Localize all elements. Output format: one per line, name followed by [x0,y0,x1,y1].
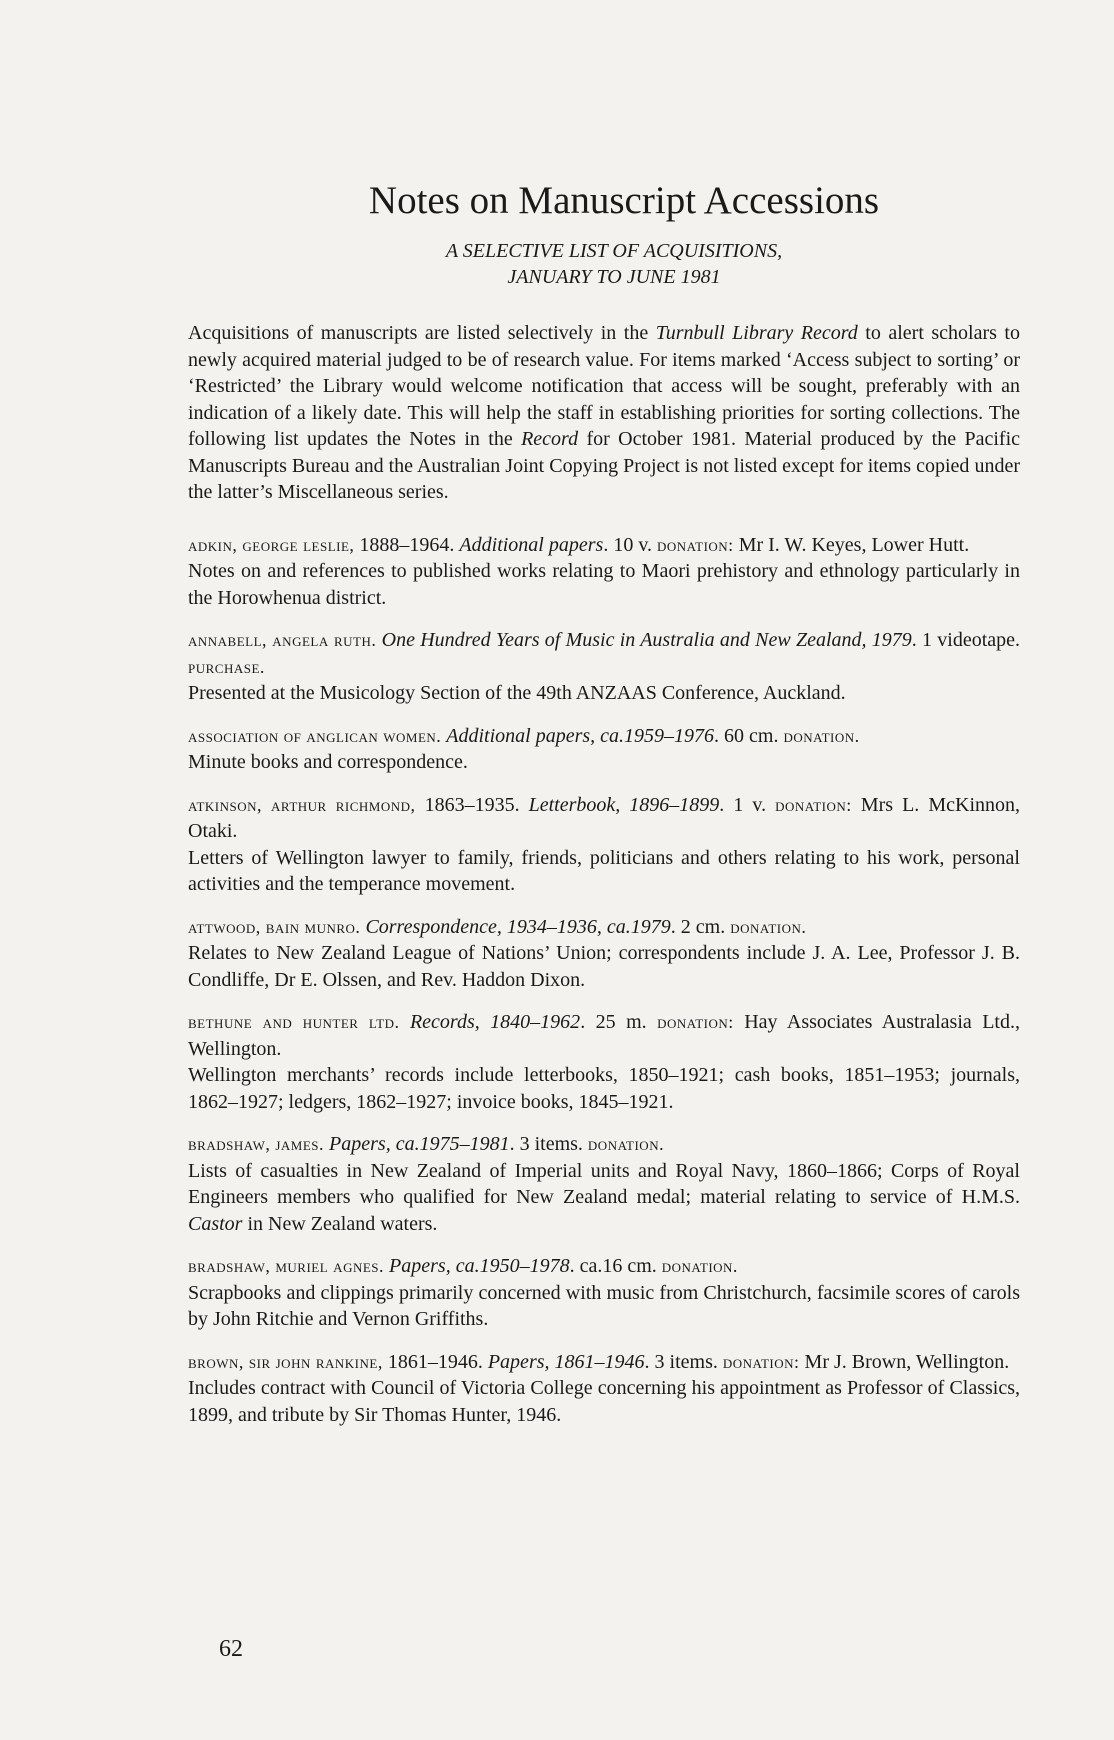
entry-acquisition: donation: [722,1351,800,1372]
entry-description: Minute books and correspondence. [188,751,468,773]
entry-source: Hay Associates Australasia Ltd., Wellington. [188,1011,1020,1060]
accession-entry-brown [188,1349,1020,1429]
entry-description-text-2: in New Zealand waters. [242,1212,438,1235]
entry-description [188,1158,1020,1238]
entry-extent: . ca.16 cm. [569,1255,662,1277]
entry-name: atkinson, arthur richmond, [188,794,416,815]
entry-heading [188,1253,1020,1280]
entry-acquisition: donation: [775,794,852,815]
entry-acquisition: donation. [661,1256,738,1276]
entry-description: Includes contract with Council of Victoria College concerning his appointment as Professor of Classics, 1899, and tribute by Sir Thomas Hunter, 1946. [188,1377,1020,1426]
entry-heading [188,627,1020,680]
entry-acquisition: donation: [657,1012,734,1032]
intro-paragraph [188,320,1020,506]
entry-work: Letterbook, 1896–1899 [528,793,720,816]
entry-heading [188,914,1020,941]
entry-extent: . 2 cm. [670,915,731,938]
entry-description: Relates to New Zealand League of Nations’ Union; correspondents include J. A. Lee, Professor J. B. Condliffe, Dr E. Olssen, and Rev. Haddon Dixon. [188,942,1020,991]
intro-record-short: Record [521,428,579,450]
subtitle-line-1: A SELECTIVE LIST OF ACQUISITIONS, [445,240,783,262]
entry-name: adkin, george leslie, [188,534,355,555]
accession-entry-attwood [188,914,1020,994]
entry-dates: 1861–1946. [382,1350,488,1373]
entry-work: Additional papers, ca.1959–1976 [446,724,715,747]
entry-dates [399,1011,409,1033]
entry-dates: 1888–1964. [354,533,460,556]
accession-entry-adkin [188,532,1020,612]
intro-record-title: Turnbull Library Record [655,322,858,344]
entry-heading [188,1131,1020,1158]
entry-source: Mrs L. McKinnon, Otaki. [188,793,1020,842]
subtitle [188,238,1020,290]
entry-description-text-1: Lists of casualties in New Zealand of Imperial units and Royal Navy, 1860–1866; Corps of Royal Engineers members who qualified for New Zealand medal; material relating to service of H.M.S. [188,1159,1020,1208]
entry-heading [188,1349,1020,1376]
intro-text-2: to alert scholars to newly acquired material judged to be of research value. For items marked ‘Access subject to sorting’ or ‘Restricted’ the Library would welcome notification that access will be sought, preferably with an indication of a likely date. This will help the staff in establishing priorities for sorting collections. The following list updates the Notes in the [188,322,1020,450]
entry-work: One Hundred Years of Music in Australia and New Zealand, 1979 [381,629,912,651]
entry-description: Letters of Wellington lawyer to family, friends, politicians and others relating to his work, personal activities and the temperance movement. [188,846,1020,895]
entry-name: bradshaw, james. [188,1134,325,1154]
entry-source: Mr J. Brown, Wellington. [799,1350,1010,1373]
entry-acquisition: purchase. [188,656,265,677]
entry-work: Papers, ca.1950–1978 [389,1255,570,1277]
intro-text-1: Acquisitions of manuscripts are listed selectively in the [188,322,656,344]
entry-heading [188,532,1020,559]
entry-extent: . 25 m. [580,1011,658,1033]
entry-work: Correspondence, 1934–1936, ca.1979 [365,915,671,938]
entry-acquisition: donation. [730,916,807,937]
entry-extent: . 1 videotape. [911,629,1021,651]
entry-work: Papers, ca.1975–1981 [329,1133,510,1155]
entry-description: Scrapbooks and clippings primarily concerned with music from Christchurch, facsimile scores of carols by John Ritchie and Vernon Griffiths. [188,1281,1020,1330]
entry-name: brown, sir john rankine, [188,1351,383,1372]
entry-acquisition: donation. [783,725,860,746]
accession-entry-bradshaw-james [188,1131,1020,1237]
entry-extent: . 60 cm. [714,724,784,747]
entry-extent: . 1 v. [719,793,776,816]
accession-entry-association-anglican-women [188,723,1020,776]
entry-description: Notes on and references to published works relating to Maori prehistory and ethnology particularly in the Horowhenua district. [188,560,1020,609]
entry-heading [188,723,1020,750]
entry-acquisition: donation. [587,1134,665,1154]
entry-extent: . 3 items. [509,1133,588,1155]
entry-work: Papers, 1861–1946 [487,1350,645,1373]
intro-text-3: for October 1981. Material produced by the Pacific Manuscripts Bureau and the Australian Joint Copying Project is not listed except for items copied under the latter’s Miscellaneous series. [188,428,1020,503]
entry-heading [188,792,1020,845]
entry-work: Additional papers [459,533,604,556]
entry-description: Presented at the Musicology Section of the 49th ANZAAS Conference, Auckland. [188,682,846,704]
page-number: 62 [219,1636,243,1662]
entry-extent: . 10 v. [603,533,658,556]
accession-list [188,532,1020,1429]
entry-description: Wellington merchants’ records include letterbooks, 1850–1921; cash books, 1851–1953; journals, 1862–1927; ledgers, 1862–1927; invoice books, 1845–1921. [188,1064,1020,1113]
entry-description-ship: Castor [188,1212,243,1235]
entry-name: annabell, angela ruth. [188,630,377,650]
entry-heading [188,1009,1020,1062]
entry-dates: 1863–1935. [415,793,529,816]
accession-entry-bradshaw-muriel [188,1253,1020,1333]
entry-name: association of anglican women. [188,725,442,746]
accession-entry-atkinson [188,792,1020,898]
page-content [188,176,1020,1444]
accession-entry-bethune-hunter [188,1009,1020,1115]
page-title: Notes on Manuscript Accessions [368,179,880,222]
accession-entry-annabell [188,627,1020,707]
entry-source: Mr I. W. Keyes, Lower Hutt. [733,533,970,556]
entry-name: attwood, bain munro. [188,916,361,937]
entry-acquisition: donation: [657,534,734,555]
subtitle-line-2: JANUARY TO JUNE 1981 [507,266,721,288]
entry-extent: . 3 items. [644,1350,723,1373]
entry-name: bethune and hunter ltd. [188,1012,400,1032]
entry-work: Records, 1840–1962 [409,1011,581,1033]
entry-name: bradshaw, muriel agnes. [188,1256,385,1276]
